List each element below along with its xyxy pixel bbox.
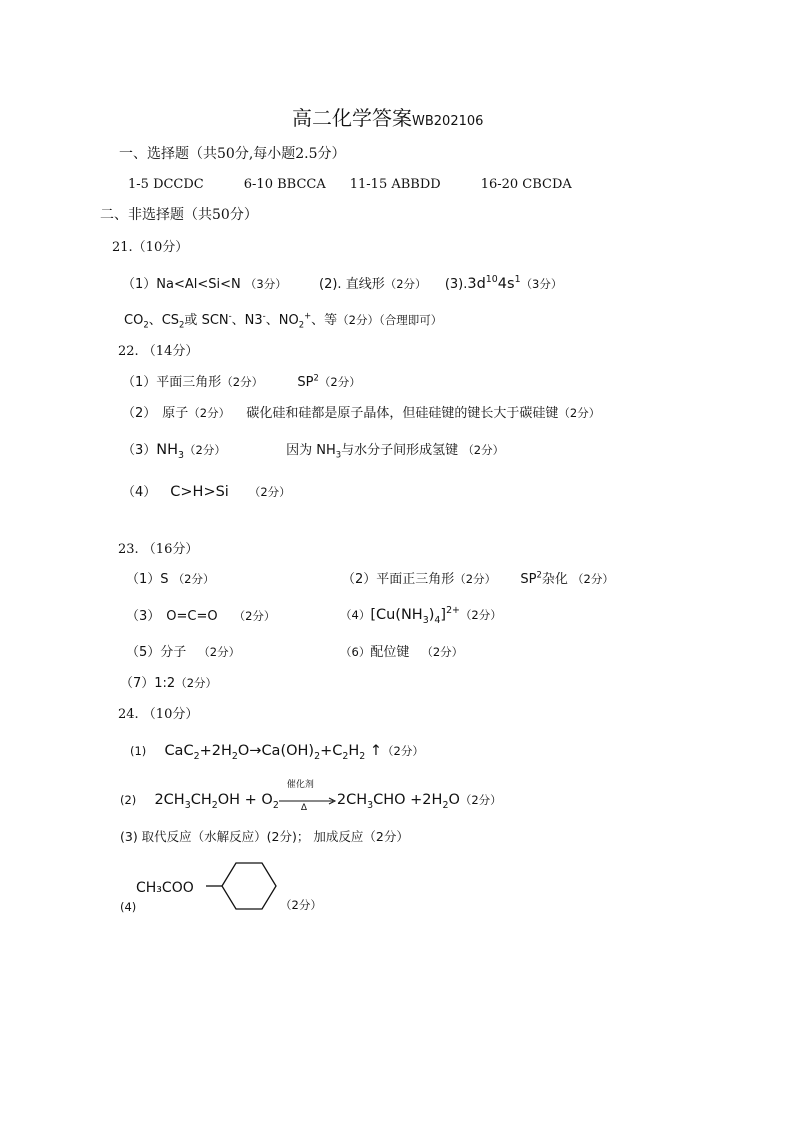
q21-p2-answer: 直线形 <box>345 277 385 292</box>
q22-line4: （4） C>H>Si （2分） <box>122 484 291 500</box>
q23-p6-answer: 配位键 <box>370 645 410 660</box>
answer-group-1: 1-5 DCCDC <box>128 177 204 192</box>
q23-p2: （2）平面正三角形（2分） $SP^2$杂化 （2分） <box>342 569 614 587</box>
q22-p3-reason: 因为 $NH_3$与水分子间形成氢键 <box>286 443 459 460</box>
q23-label: 23. （16分） <box>118 542 199 557</box>
q21-p2-num: (2). <box>319 277 342 292</box>
q23-p2-hybrid: $SP^2$杂化 <box>520 569 568 587</box>
catalyst-label: 催化剂 <box>286 779 314 790</box>
q21-p1-num: （1） <box>122 277 157 292</box>
section2-heading: 二、非选择题（共50分） <box>100 207 258 223</box>
title-code: WB202106 <box>412 114 484 129</box>
answer-group-2: 6-10 BBCCA <box>243 177 326 192</box>
cyclohexane-ring <box>222 863 276 909</box>
q22-p1-hybrid: $SP^2$ <box>297 372 319 390</box>
q24-p2: (2) $2CH_3CH_2OH + O_2$ 催化剂 Δ $2CH_3CHO +2H_2O(2$分） <box>120 779 502 813</box>
q24-p1-equation: $CaC_2+2H_2O\to Ca(OH)_2+C_2H_2$ ↑ <box>164 743 383 762</box>
q23-p7-answer: 1:2 <box>154 676 176 691</box>
q21-p3-answer: $3d^{10}4s^1$ <box>467 274 521 292</box>
q24-p2-equation: $2CH_3CH_2OH + O_2$ <box>154 792 279 811</box>
cyclohexyl-acetate-structure <box>134 858 284 914</box>
q22-line1: （1）平面三角形（2分） $SP^2(2$分） <box>122 372 361 390</box>
q22-line2: （2） 原子（2分） 碳化硅和硅都是原子晶体，但硅硅键的键长大于碳硅键（2分） <box>122 406 601 421</box>
q23-p7: （7）1:2（2分） <box>120 676 218 691</box>
q23-p1-answer: S <box>160 572 169 587</box>
q23-p3: （3） O=C=O （2分） <box>126 609 276 624</box>
q21-line2-score: （2分） <box>337 313 379 327</box>
title-main: 高二化学答案 <box>292 106 412 130</box>
reaction-arrow <box>279 779 337 813</box>
q24-p2-product: $2CH_3CHO +2H_2O$ <box>336 792 460 811</box>
q22-p1-answer: 平面三角形 <box>156 375 222 390</box>
answer-group-4: 16-20 CBCDA <box>480 177 572 192</box>
q21-note: （合理即可） <box>378 313 443 327</box>
q23-p4: $(4)[Cu(NH_3)_4]^{2+}(2$分） <box>340 605 502 626</box>
q24-p4-num: (4) <box>120 900 137 914</box>
q21-p1-score: （3分） <box>244 277 287 291</box>
q21-line1 <box>122 276 562 293</box>
acetate-group-text: CH₃COO <box>136 880 194 896</box>
q24-p1: (1) $CaC_2+2H_2O\to Ca(OH)_2+C_2H_2$ ↑（2分） <box>130 743 424 762</box>
q24-p4-score: （2分） <box>280 898 322 912</box>
q23-p5-answer: 分子 <box>160 645 187 660</box>
q21-p3-num: (3). <box>444 277 468 292</box>
q22-line3: $(3)NH_3(2$分） 因为 $NH_3$与水分子间形成氢键 （2分） <box>122 442 505 461</box>
q23-p6: （6）配位键 （2分） <box>340 645 464 660</box>
q23-p4-answer: $[Cu(NH_3)_4]^{2+}$ <box>370 605 460 626</box>
q21-label: 21.（10分） <box>112 240 189 255</box>
q22-label: 22. （14分） <box>118 344 199 359</box>
q21-p3-score: （3分） <box>520 277 563 291</box>
q23-p1: （1）S （2分） <box>126 572 215 587</box>
q22-p4-answer: C>H>Si <box>170 484 229 500</box>
q23-p5: （5）分子 （2分） <box>126 645 241 660</box>
q21-line2 <box>124 310 443 330</box>
section1-heading: 一、选择题（共50分,每小题2.5分） <box>119 146 346 162</box>
q22-p3-answer: $NH_3$ <box>156 442 185 461</box>
q22-p2-answer: 原子 <box>162 406 189 421</box>
heat-label: Δ <box>300 802 308 813</box>
q22-p2-reason: 碳化硅和硅都是原子晶体，但硅硅键的键长大于碳硅键 <box>246 406 559 421</box>
choice-answers <box>128 177 572 193</box>
q21-p1-answer: Na<Al<Si<N <box>156 277 241 292</box>
q21-p3-examples: $CO_2$、$CS_2$或 SCN-、N3-、$NO_2^+$、等 <box>124 310 338 330</box>
q24-p3: (3) 取代反应（水解反应）(2分)； 加成反应（2分） <box>120 829 409 844</box>
q24-label: 24. （10分） <box>118 707 199 722</box>
q23-p2-answer: 平面正三角形 <box>376 572 455 587</box>
q21-p2-score: （2分） <box>384 277 427 291</box>
q23-p3-answer: O=C=O <box>166 609 218 624</box>
answer-group-3: 11-15 ABBDD <box>349 177 441 192</box>
page-title <box>292 106 483 130</box>
